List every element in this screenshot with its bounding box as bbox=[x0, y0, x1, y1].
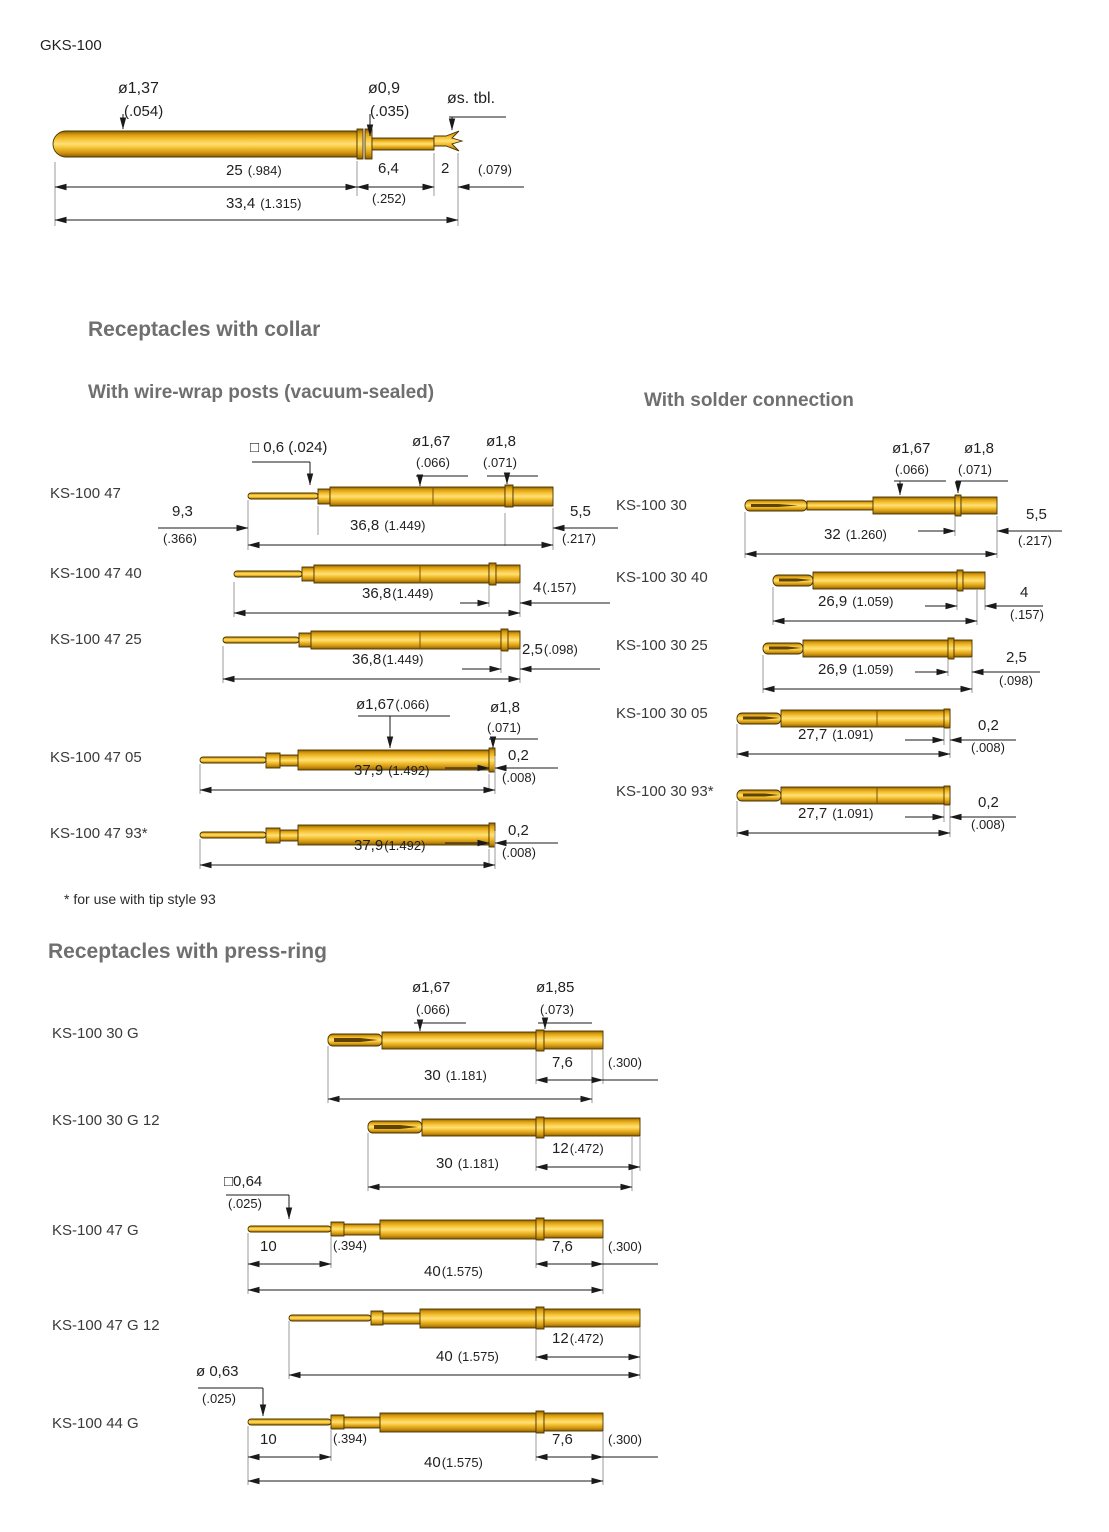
section-title-collar: Receptacles with collar bbox=[88, 318, 321, 341]
dim-inch: (1.449) bbox=[384, 518, 426, 533]
dim-value: 37,9 bbox=[354, 762, 384, 779]
ks44g-dimA-label: 10 bbox=[260, 1431, 277, 1448]
ks3005-dimB-label bbox=[798, 727, 873, 744]
ks30g-dia2-inch-label: (.073) bbox=[540, 1002, 574, 1017]
dim-inch: (1.492) bbox=[384, 838, 426, 853]
dim-value: 37,9 bbox=[354, 837, 384, 854]
ks47g-square-inch-label: (.025) bbox=[228, 1196, 262, 1211]
ks3093-dimC-label: 0,2 bbox=[978, 794, 999, 811]
dim-inch: (1.575) bbox=[441, 1264, 483, 1279]
ks3093-dimC-inch-label: (.008) bbox=[971, 817, 1005, 832]
dim-inch: (1.181) bbox=[457, 1156, 499, 1171]
section-title-pressring: Receptacles with press-ring bbox=[48, 940, 327, 963]
model-ks3005: KS-100 30 05 bbox=[616, 705, 708, 722]
dim-inch: (1.575) bbox=[441, 1455, 483, 1470]
ks4705-dimC-inch-label: (.008) bbox=[502, 770, 536, 785]
dim-inch: (.984) bbox=[247, 163, 282, 178]
model-ks4705: KS-100 47 05 bbox=[50, 749, 142, 766]
ks30g12-dimB-label bbox=[436, 1156, 499, 1173]
ks4705-dimB-label bbox=[354, 763, 429, 780]
ks47g12-dimC-label bbox=[552, 1331, 604, 1348]
dim-value: 30 bbox=[436, 1155, 453, 1172]
ks30-dimC-label: 5,5 bbox=[1026, 506, 1047, 523]
gks-len3-label: 2 bbox=[441, 160, 450, 177]
dim-inch: (1.575) bbox=[457, 1349, 499, 1364]
gks-total-label bbox=[226, 196, 301, 213]
ks30g12-dimC-label bbox=[552, 1141, 604, 1158]
dim-inch: (1.181) bbox=[445, 1068, 487, 1083]
model-ks47: KS-100 47 bbox=[50, 485, 121, 502]
model-ks47g12: KS-100 47 G 12 bbox=[52, 1317, 160, 1334]
dim-value: 40 bbox=[436, 1348, 453, 1365]
dim-value: 30 bbox=[424, 1067, 441, 1084]
dim-value: 27,7 bbox=[798, 726, 828, 743]
ks3040-dimC-label: 4 bbox=[1020, 584, 1029, 601]
ks30g-dia1-inch-label: (.066) bbox=[416, 1002, 450, 1017]
model-ks47g: KS-100 47 G bbox=[52, 1222, 139, 1239]
ks4793-dimC-label: 0,2 bbox=[508, 822, 529, 839]
ks30-dimC-inch-label: (.217) bbox=[1018, 533, 1052, 548]
gks-dia1-label: ø1,37 bbox=[118, 80, 159, 97]
dim-inch: (1.449) bbox=[392, 586, 434, 601]
ks47-dimA-inch-label: (.366) bbox=[163, 531, 197, 546]
ks30-dia2-inch-label: (.071) bbox=[958, 462, 992, 477]
ks47-dia1-inch-label: (.066) bbox=[416, 455, 450, 470]
ks4793-dimB-label bbox=[354, 838, 425, 855]
ks3025-dimB-label bbox=[818, 662, 893, 679]
gks-len2-inch-label: (.252) bbox=[372, 191, 406, 206]
dim-value: 2,5 bbox=[522, 641, 543, 658]
model-ks44g: KS-100 44 G bbox=[52, 1415, 139, 1432]
ks47-drawing bbox=[158, 462, 618, 550]
page-title: GKS-100 bbox=[40, 37, 102, 54]
ks47-dimC-inch-label: (.217) bbox=[562, 531, 596, 546]
ks30g-dia2-label: ø1,85 bbox=[536, 979, 575, 996]
ks47-dia2-inch-label: (.071) bbox=[483, 455, 517, 470]
dim-inch: (1.260) bbox=[845, 527, 887, 542]
ks30-dimB-label bbox=[824, 527, 887, 544]
model-ks3025: KS-100 30 25 bbox=[616, 637, 708, 654]
ks30g-dimB-label bbox=[424, 1068, 487, 1085]
ks3025-dimC-label: 2,5 bbox=[1006, 649, 1027, 666]
ks4740-dimB-label bbox=[362, 586, 433, 603]
dim-inch: (.472) bbox=[569, 1331, 604, 1346]
ks30g-dimC-label: 7,6 bbox=[552, 1054, 573, 1071]
gks-dia2-label: ø0,9 bbox=[368, 80, 401, 97]
dim-value: 26,9 bbox=[818, 593, 848, 610]
ks30-dia1-label: ø1,67 bbox=[892, 440, 931, 457]
ks3005-dimC-label: 0,2 bbox=[978, 717, 999, 734]
dim-inch: (.098) bbox=[543, 642, 578, 657]
gks-dia-tbl-label: øs. tbl. bbox=[447, 90, 496, 107]
dim-value: 26,9 bbox=[818, 661, 848, 678]
dim-inch: (.157) bbox=[542, 580, 577, 595]
ks47g-dimA-inch-label: (.394) bbox=[333, 1238, 367, 1253]
dim-value: 25 bbox=[226, 162, 243, 179]
ks3040-drawing bbox=[773, 570, 1043, 625]
ks44g-dimC-label: 7,6 bbox=[552, 1431, 573, 1448]
ks47g12-dimB-label bbox=[436, 1349, 499, 1366]
ks44g-dia-inch-label: (.025) bbox=[202, 1391, 236, 1406]
ks47-dimA-label: 9,3 bbox=[172, 503, 193, 520]
dim-value: 4 bbox=[533, 579, 542, 596]
ks47-dimB-label bbox=[350, 518, 425, 535]
ks47-dia1-label: ø1,67 bbox=[412, 433, 451, 450]
ks47-dimC-label: 5,5 bbox=[570, 503, 591, 520]
gks-len1-label bbox=[226, 163, 282, 180]
dim-value: 40 bbox=[424, 1263, 441, 1280]
ks4705-dia1-label bbox=[356, 697, 429, 714]
ks3093-dimB-label bbox=[798, 806, 873, 823]
ks30g-dia1-label: ø1,67 bbox=[412, 979, 451, 996]
subsection-title-wirewrap: With wire-wrap posts (vacuum-sealed) bbox=[88, 382, 435, 403]
model-ks30g12: KS-100 30 G 12 bbox=[52, 1112, 160, 1129]
gks-dia1-inch-label: (.054) bbox=[124, 103, 164, 120]
dim-value: ø1,67 bbox=[356, 696, 395, 713]
dim-value: 12 bbox=[552, 1140, 569, 1157]
ks44g-dimC-inch-label: (.300) bbox=[608, 1432, 642, 1447]
ks44g-dimA-inch-label: (.394) bbox=[333, 1431, 367, 1446]
dim-value: 36,8 bbox=[352, 651, 382, 668]
ks30-dia1-inch-label: (.066) bbox=[895, 462, 929, 477]
subsection-title-solder: With solder connection bbox=[644, 390, 854, 411]
dim-value: 40 bbox=[424, 1454, 441, 1471]
ks3040-dimC-inch-label: (.157) bbox=[1010, 607, 1044, 622]
dim-inch: (1.315) bbox=[260, 196, 302, 211]
ks44g-dimB-label bbox=[424, 1455, 483, 1472]
ks47g-dimC-label: 7,6 bbox=[552, 1238, 573, 1255]
dim-inch: (1.091) bbox=[832, 727, 874, 742]
ks4705-dimC-label: 0,2 bbox=[508, 747, 529, 764]
dim-value: 12 bbox=[552, 1330, 569, 1347]
ks3040-dimB-label bbox=[818, 594, 893, 611]
ks30-drawing bbox=[745, 481, 1062, 558]
ks47g-square-label: □0,64 bbox=[224, 1173, 263, 1190]
ks47g-dimB-label bbox=[424, 1264, 483, 1281]
model-ks4740: KS-100 47 40 bbox=[50, 565, 142, 582]
ks4793-dimC-inch-label: (.008) bbox=[502, 845, 536, 860]
ks4740-dimC-label bbox=[533, 580, 576, 597]
model-ks30g: KS-100 30 G bbox=[52, 1025, 139, 1042]
ks4705-dia2-label: ø1,8 bbox=[490, 699, 521, 716]
dim-value: 36,8 bbox=[362, 585, 392, 602]
dim-value: 36,8 bbox=[350, 517, 380, 534]
ks3025-dimC-inch-label: (.098) bbox=[999, 673, 1033, 688]
ks44g-dia-label: ø 0,63 bbox=[196, 1363, 239, 1380]
model-ks30: KS-100 30 bbox=[616, 497, 687, 514]
ks30g-dimC-inch-label: (.300) bbox=[608, 1055, 642, 1070]
model-ks3093: KS-100 30 93* bbox=[616, 783, 714, 800]
ks47-dia2-label: ø1,8 bbox=[486, 433, 517, 450]
gks-len3-inch-label: (.079) bbox=[478, 162, 512, 177]
model-ks3040: KS-100 30 40 bbox=[616, 569, 708, 586]
model-ks4793: KS-100 47 93* bbox=[50, 825, 148, 842]
footnote: * for use with tip style 93 bbox=[64, 891, 216, 907]
dim-inch: (.472) bbox=[569, 1141, 604, 1156]
gks-dia2-inch-label: (.035) bbox=[370, 103, 410, 120]
ks4725-dimB-label bbox=[352, 652, 423, 669]
model-ks4725: KS-100 47 25 bbox=[50, 631, 142, 648]
dim-inch: (1.492) bbox=[388, 763, 430, 778]
ks47g-dimC-inch-label: (.300) bbox=[608, 1239, 642, 1254]
dim-value: 32 bbox=[824, 526, 841, 543]
dim-value: 27,7 bbox=[798, 805, 828, 822]
ks4725-dimC-label bbox=[522, 642, 578, 659]
dim-inch: (1.059) bbox=[852, 594, 894, 609]
ks3005-dimC-inch-label: (.008) bbox=[971, 740, 1005, 755]
gks-len2-label: 6,4 bbox=[378, 160, 399, 177]
dim-inch: (1.091) bbox=[832, 806, 874, 821]
ks30-dia2-label: ø1,8 bbox=[964, 440, 995, 457]
ks47g-dimA-label: 10 bbox=[260, 1238, 277, 1255]
dim-inch: (.066) bbox=[395, 697, 430, 712]
ks4705-dia2-inch-label: (.071) bbox=[487, 720, 521, 735]
dim-inch: (1.449) bbox=[382, 652, 424, 667]
ks47-square-label: □ 0,6 (.024) bbox=[250, 439, 328, 456]
dim-value: 33,4 bbox=[226, 195, 256, 212]
dim-inch: (1.059) bbox=[852, 662, 894, 677]
